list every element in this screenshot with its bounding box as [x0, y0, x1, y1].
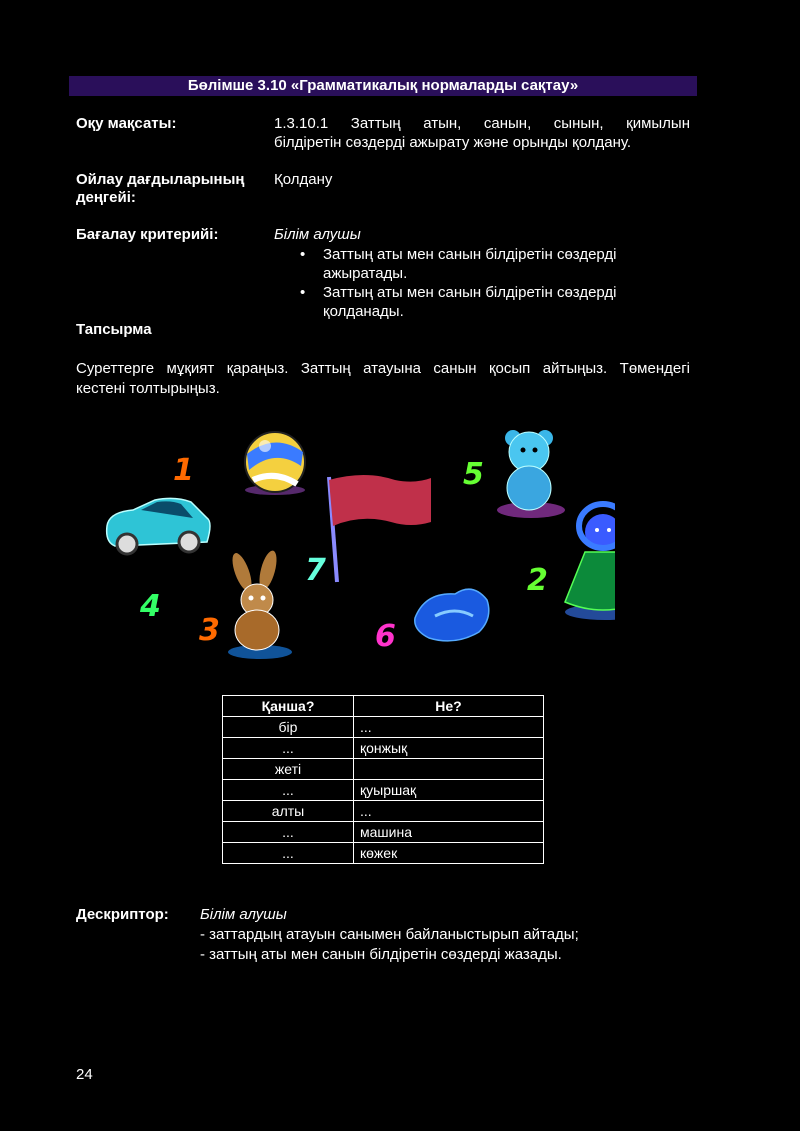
doll-icon [565, 504, 615, 620]
descriptor-label: Дескриптор: [76, 906, 169, 923]
criteria-item [298, 245, 678, 283]
hat-icon [415, 589, 489, 641]
thinking-label-line1: Ойлау дағдыларының [76, 171, 245, 188]
cell-count: алты [223, 801, 354, 822]
number-label: 1 [173, 453, 194, 488]
car-icon [107, 498, 210, 554]
criteria-item [298, 283, 678, 321]
flag-icon [329, 475, 431, 582]
cell-object [354, 759, 544, 780]
bear-icon [497, 430, 565, 518]
descriptor-line: - заттардың атауын санымен байланыстырып айтады; [200, 926, 579, 943]
criteria-label: Бағалау критерийі: [76, 226, 219, 243]
number-label: 5 [463, 457, 484, 492]
thinking-label-line2: деңгейі: [76, 189, 136, 206]
objective-line1: 1.3.10.1 Заттың атын, санын, сынын, қимылын [274, 115, 690, 132]
cell-count: жеті [223, 759, 354, 780]
table-header-row [223, 696, 544, 717]
page-number: 24 [76, 1066, 93, 1083]
ball-icon [245, 432, 305, 495]
table-row [223, 780, 544, 801]
objective-line2: білдіретін сөздерді ажырату және орынды қолдану. [274, 134, 632, 151]
task-label: Тапсырма [76, 321, 152, 338]
number-label: 6 [375, 619, 396, 654]
rabbit-icon [228, 549, 292, 659]
section-title: Бөлімше 3.10 «Грамматикалық нормаларды сақтау» [69, 76, 697, 96]
criteria-item-line1: Заттың аты мен санын білдіретін сөздерді [323, 284, 617, 301]
cell-object: ... [354, 801, 544, 822]
cell-count: ... [223, 822, 354, 843]
count-table [222, 695, 544, 864]
criteria-item-line2: ажыратады. [323, 265, 408, 282]
table-row [223, 738, 544, 759]
table-row [223, 843, 544, 864]
cell-count: ... [223, 738, 354, 759]
criteria-item-line1: Заттың аты мен санын білдіретін сөздерді [323, 246, 617, 263]
cell-count: ... [223, 843, 354, 864]
cell-count: ... [223, 780, 354, 801]
descriptor-line: - заттың аты мен санын білдіретін сөздерді жазады. [200, 946, 562, 963]
criteria-intro: Білім алушы [274, 226, 361, 243]
descriptor-intro: Білім алушы [200, 906, 287, 923]
criteria-item-line2: қолданады. [323, 303, 404, 320]
task-line2: кестені толтырыңыз. [76, 380, 220, 397]
table-row [223, 717, 544, 738]
toys-picture [95, 422, 615, 667]
thinking-value: Қолдану [274, 171, 333, 188]
cell-object: қуыршақ [354, 780, 544, 801]
task-line1: Суреттерге мұқият қараңыз. Заттың атауына санын қосып айтыңыз. Төмендегі [76, 360, 690, 377]
table-row [223, 759, 544, 780]
number-label: 4 [140, 589, 161, 624]
header-how-many: Қанша? [223, 696, 354, 717]
criteria-list [298, 245, 678, 321]
cell-count: бір [223, 717, 354, 738]
number-label: 7 [305, 553, 326, 588]
header-what: Не? [354, 696, 544, 717]
table-row [223, 822, 544, 843]
number-label: 3 [199, 613, 220, 648]
table-row [223, 801, 544, 822]
cell-object: ... [354, 717, 544, 738]
cell-object: көжек [354, 843, 544, 864]
descriptor-block [200, 905, 579, 965]
cell-object: машина [354, 822, 544, 843]
objective-label: Оқу мақсаты: [76, 115, 177, 132]
number-label: 2 [527, 563, 548, 598]
cell-object: қонжық [354, 738, 544, 759]
